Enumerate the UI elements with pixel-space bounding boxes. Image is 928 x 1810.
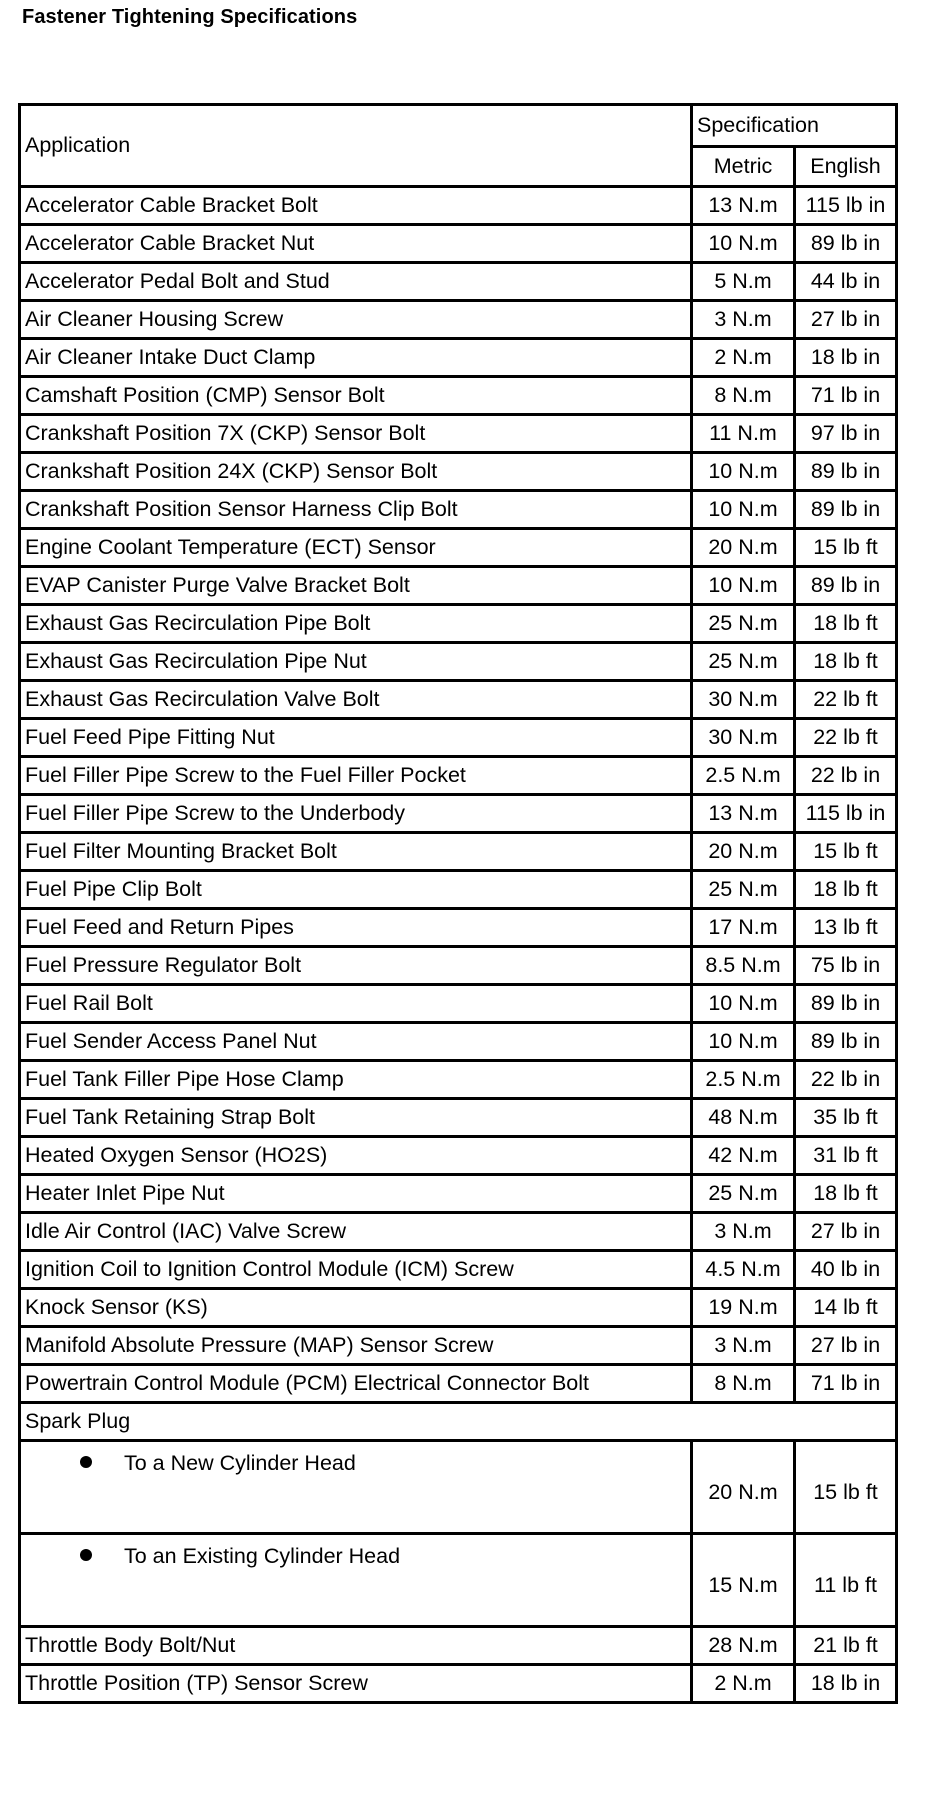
application-cell: Throttle Position (TP) Sensor Screw <box>20 1665 692 1703</box>
application-cell: Fuel Filler Pipe Screw to the Fuel Filler Pocket <box>20 757 692 795</box>
table-row <box>20 1213 897 1251</box>
english-cell: 44 lb in <box>795 263 897 301</box>
metric-cell: 30 N.m <box>692 719 795 757</box>
table-row <box>20 795 897 833</box>
metric-cell: 20 N.m <box>692 1441 795 1534</box>
english-cell: 31 lb ft <box>795 1137 897 1175</box>
table-row <box>20 1251 897 1289</box>
english-cell: 18 lb ft <box>795 1175 897 1213</box>
metric-cell: 48 N.m <box>692 1099 795 1137</box>
table-row <box>20 1175 897 1213</box>
application-cell: Accelerator Cable Bracket Nut <box>20 225 692 263</box>
application-cell: Fuel Pressure Regulator Bolt <box>20 947 692 985</box>
application-cell <box>20 1441 692 1534</box>
english-cell: 18 lb in <box>795 339 897 377</box>
metric-cell: 8 N.m <box>692 377 795 415</box>
metric-cell: 13 N.m <box>692 187 795 225</box>
table-body-throttle <box>20 1627 897 1703</box>
metric-cell: 2 N.m <box>692 1665 795 1703</box>
application-cell: Exhaust Gas Recirculation Valve Bolt <box>20 681 692 719</box>
table-row <box>20 719 897 757</box>
table-row <box>20 377 897 415</box>
table-row <box>20 833 897 871</box>
table-row <box>20 567 897 605</box>
header-application: Application <box>20 105 692 187</box>
english-cell: 75 lb in <box>795 947 897 985</box>
header-metric: Metric <box>692 146 795 186</box>
metric-cell: 30 N.m <box>692 681 795 719</box>
metric-cell: 28 N.m <box>692 1627 795 1665</box>
application-cell: Heated Oxygen Sensor (HO2S) <box>20 1137 692 1175</box>
english-cell: 18 lb ft <box>795 643 897 681</box>
english-cell: 89 lb in <box>795 491 897 529</box>
header-english: English <box>795 146 897 186</box>
metric-cell: 10 N.m <box>692 1023 795 1061</box>
application-cell: Throttle Body Bolt/Nut <box>20 1627 692 1665</box>
metric-cell: 25 N.m <box>692 871 795 909</box>
application-cell: Exhaust Gas Recirculation Pipe Nut <box>20 643 692 681</box>
metric-cell: 3 N.m <box>692 1213 795 1251</box>
english-cell: 15 lb ft <box>795 833 897 871</box>
english-cell: 71 lb in <box>795 1365 897 1403</box>
application-cell: EVAP Canister Purge Valve Bracket Bolt <box>20 567 692 605</box>
application-cell: Knock Sensor (KS) <box>20 1289 692 1327</box>
application-cell: Fuel Filter Mounting Bracket Bolt <box>20 833 692 871</box>
english-cell: 35 lb ft <box>795 1099 897 1137</box>
english-cell: 40 lb in <box>795 1251 897 1289</box>
metric-cell: 8 N.m <box>692 1365 795 1403</box>
table-row <box>20 1023 897 1061</box>
table-row <box>20 529 897 567</box>
table-row <box>20 757 897 795</box>
metric-cell: 10 N.m <box>692 567 795 605</box>
table-row <box>20 1441 897 1534</box>
table-row <box>20 1137 897 1175</box>
metric-cell: 2.5 N.m <box>692 1061 795 1099</box>
english-cell: 89 lb in <box>795 985 897 1023</box>
table-row <box>20 1289 897 1327</box>
group-row-spark-plug <box>20 1403 897 1441</box>
table-row <box>20 1099 897 1137</box>
english-cell: 89 lb in <box>795 567 897 605</box>
application-cell: Fuel Tank Retaining Strap Bolt <box>20 1099 692 1137</box>
metric-cell: 4.5 N.m <box>692 1251 795 1289</box>
metric-cell: 3 N.m <box>692 301 795 339</box>
metric-cell: 17 N.m <box>692 909 795 947</box>
table-row <box>20 453 897 491</box>
english-cell: 22 lb ft <box>795 681 897 719</box>
application-cell: Accelerator Pedal Bolt and Stud <box>20 263 692 301</box>
table-row <box>20 985 897 1023</box>
metric-cell: 2 N.m <box>692 339 795 377</box>
header-specification: Specification <box>692 105 897 147</box>
metric-cell: 25 N.m <box>692 605 795 643</box>
application-text: To a New Cylinder Head <box>124 1451 356 1475</box>
table-row <box>20 605 897 643</box>
table-row <box>20 1061 897 1099</box>
metric-cell: 5 N.m <box>692 263 795 301</box>
metric-cell: 3 N.m <box>692 1327 795 1365</box>
application-cell: Engine Coolant Temperature (ECT) Sensor <box>20 529 692 567</box>
english-cell: 18 lb in <box>795 1665 897 1703</box>
application-cell: Fuel Feed and Return Pipes <box>20 909 692 947</box>
english-cell: 27 lb in <box>795 301 897 339</box>
application-cell: Fuel Rail Bolt <box>20 985 692 1023</box>
table-row <box>20 871 897 909</box>
application-cell <box>20 1534 692 1627</box>
application-cell: Powertrain Control Module (PCM) Electrical Connector Bolt <box>20 1365 692 1403</box>
application-cell: Air Cleaner Housing Screw <box>20 301 692 339</box>
application-cell: Fuel Feed Pipe Fitting Nut <box>20 719 692 757</box>
english-cell: 22 lb ft <box>795 719 897 757</box>
application-cell: Fuel Filler Pipe Screw to the Underbody <box>20 795 692 833</box>
table-row <box>20 225 897 263</box>
application-cell: Exhaust Gas Recirculation Pipe Bolt <box>20 605 692 643</box>
table-row <box>20 947 897 985</box>
english-cell: 14 lb ft <box>795 1289 897 1327</box>
table-row <box>20 1534 897 1627</box>
table-row <box>20 187 897 225</box>
application-text: To an Existing Cylinder Head <box>124 1544 401 1568</box>
table-row <box>20 643 897 681</box>
english-cell: 89 lb in <box>795 1023 897 1061</box>
metric-cell: 20 N.m <box>692 833 795 871</box>
table-row <box>20 1627 897 1665</box>
english-cell: 97 lb in <box>795 415 897 453</box>
english-cell: 21 lb ft <box>795 1627 897 1665</box>
application-cell: Fuel Sender Access Panel Nut <box>20 1023 692 1061</box>
application-cell: Crankshaft Position 24X (CKP) Sensor Bolt <box>20 453 692 491</box>
table-body-main <box>20 187 897 1403</box>
table-row <box>20 415 897 453</box>
metric-cell: 11 N.m <box>692 415 795 453</box>
metric-cell: 10 N.m <box>692 491 795 529</box>
application-cell: Accelerator Cable Bracket Bolt <box>20 187 692 225</box>
metric-cell: 25 N.m <box>692 1175 795 1213</box>
english-cell: 18 lb ft <box>795 605 897 643</box>
english-cell: 115 lb in <box>795 187 897 225</box>
bullet-icon <box>80 1456 92 1468</box>
english-cell: 22 lb in <box>795 1061 897 1099</box>
application-cell: Heater Inlet Pipe Nut <box>20 1175 692 1213</box>
english-cell: 18 lb ft <box>795 871 897 909</box>
metric-cell: 20 N.m <box>692 529 795 567</box>
english-cell: 89 lb in <box>795 453 897 491</box>
spec-table <box>18 103 898 1704</box>
table-row <box>20 1365 897 1403</box>
metric-cell: 42 N.m <box>692 1137 795 1175</box>
metric-cell: 2.5 N.m <box>692 757 795 795</box>
english-cell: 115 lb in <box>795 795 897 833</box>
table-row <box>20 1327 897 1365</box>
metric-cell: 19 N.m <box>692 1289 795 1327</box>
bullet-icon <box>80 1549 92 1561</box>
metric-cell: 15 N.m <box>692 1534 795 1627</box>
english-cell: 15 lb ft <box>795 529 897 567</box>
english-cell: 13 lb ft <box>795 909 897 947</box>
page-title: Fastener Tightening Specifications <box>22 6 358 28</box>
application-cell: Fuel Pipe Clip Bolt <box>20 871 692 909</box>
metric-cell: 13 N.m <box>692 795 795 833</box>
english-cell: 27 lb in <box>795 1327 897 1365</box>
table-row <box>20 1665 897 1703</box>
group-label: Spark Plug <box>20 1403 897 1441</box>
english-cell: 71 lb in <box>795 377 897 415</box>
table-row <box>20 681 897 719</box>
metric-cell: 10 N.m <box>692 453 795 491</box>
table-row <box>20 263 897 301</box>
application-cell: Ignition Coil to Ignition Control Module (ICM) Screw <box>20 1251 692 1289</box>
application-cell: Camshaft Position (CMP) Sensor Bolt <box>20 377 692 415</box>
application-cell: Manifold Absolute Pressure (MAP) Sensor Screw <box>20 1327 692 1365</box>
english-cell: 22 lb in <box>795 757 897 795</box>
english-cell: 15 lb ft <box>795 1441 897 1534</box>
application-cell: Fuel Tank Filler Pipe Hose Clamp <box>20 1061 692 1099</box>
metric-cell: 25 N.m <box>692 643 795 681</box>
table-row <box>20 909 897 947</box>
english-cell: 11 lb ft <box>795 1534 897 1627</box>
english-cell: 27 lb in <box>795 1213 897 1251</box>
application-cell: Idle Air Control (IAC) Valve Screw <box>20 1213 692 1251</box>
table-row <box>20 301 897 339</box>
application-cell: Air Cleaner Intake Duct Clamp <box>20 339 692 377</box>
metric-cell: 10 N.m <box>692 225 795 263</box>
table-body-spark-plug <box>20 1403 897 1627</box>
english-cell: 89 lb in <box>795 225 897 263</box>
metric-cell: 10 N.m <box>692 985 795 1023</box>
table-row <box>20 491 897 529</box>
application-cell: Crankshaft Position Sensor Harness Clip Bolt <box>20 491 692 529</box>
metric-cell: 8.5 N.m <box>692 947 795 985</box>
application-cell: Crankshaft Position 7X (CKP) Sensor Bolt <box>20 415 692 453</box>
table-row <box>20 339 897 377</box>
